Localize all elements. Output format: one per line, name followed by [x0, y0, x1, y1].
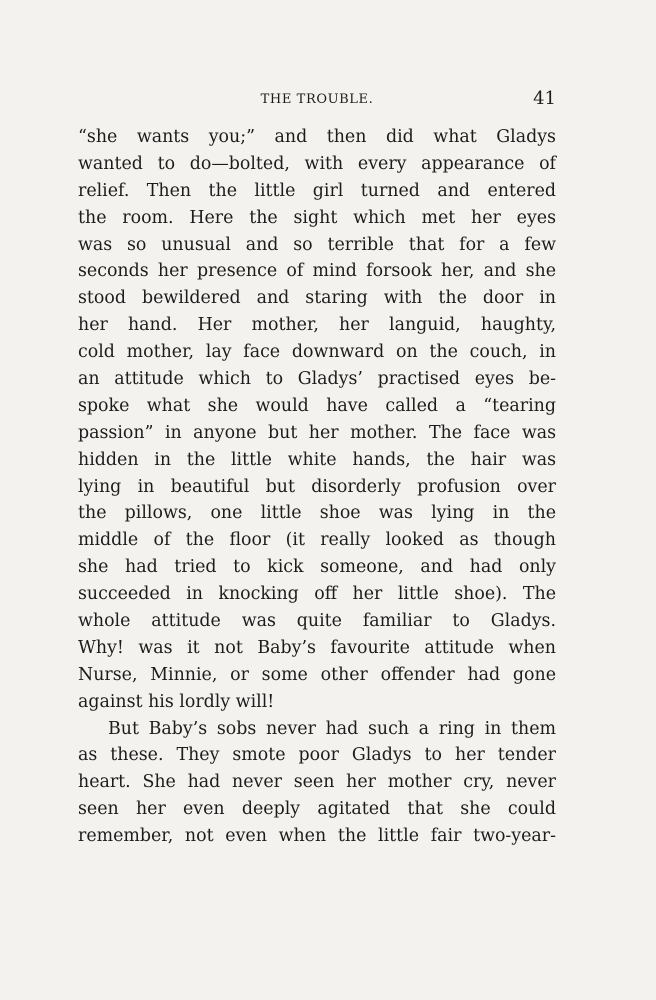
text-line: seen her even deeply agitated that she could — [78, 799, 556, 820]
text-line: passion” in anyone but her mother. The face was — [78, 422, 556, 443]
text-line: spoke what she would have called a “tearing — [78, 395, 556, 416]
text-line: cold mother, lay face downward on the couch, in — [78, 342, 556, 363]
text-line: her hand. Her mother, her languid, haughty, — [78, 315, 556, 336]
running-title: THE TROUBLE. — [260, 92, 374, 107]
text-line: stood bewildered and staring with the door in — [78, 288, 556, 309]
text-line: remember, not even when the little fair two-year- — [78, 826, 556, 847]
text-line: wanted to do—bolted, with every appearance of — [78, 153, 556, 174]
text-line: as these. They smote poor Gladys to her tender — [78, 745, 556, 766]
text-line: whole attitude was quite familiar to Gladys. — [78, 611, 556, 632]
text-line: relief. Then the little girl turned and entered — [78, 180, 556, 201]
text-line: succeeded in knocking off her little shoe). The — [78, 584, 556, 605]
text-line: she had tried to kick someone, and had only — [78, 557, 556, 578]
text-line: seconds her presence of mind forsook her, and she — [78, 261, 556, 282]
text-line: against his lordly will! — [78, 691, 275, 712]
text-line: the pillows, one little shoe was lying in the — [78, 503, 556, 524]
page-header — [78, 88, 556, 112]
text-line: heart. She had never seen her mother cry, never — [78, 772, 556, 793]
text-line: was so unusual and so terrible that for a few — [78, 234, 556, 255]
text-line: an attitude which to Gladys’ practised eyes be- — [78, 369, 556, 390]
text-line: Why! was it not Baby’s favourite attitude when — [78, 637, 556, 658]
text-line: “she wants you;” and then did what Gladys — [78, 127, 556, 147]
text-line: the room. Here the sight which met her eyes — [78, 207, 556, 228]
body-text — [78, 124, 556, 850]
text-line: Nurse, Minnie, or some other offender had gone — [78, 664, 556, 685]
text-line: But Baby’s sobs never had such a ring in them — [108, 718, 556, 739]
text-line: lying in beautiful but disorderly profusion over — [78, 476, 556, 497]
page-number: 41 — [533, 88, 556, 109]
text-line: middle of the floor (it really looked as though — [78, 530, 556, 551]
text-line: hidden in the little white hands, the hair was — [78, 449, 556, 470]
